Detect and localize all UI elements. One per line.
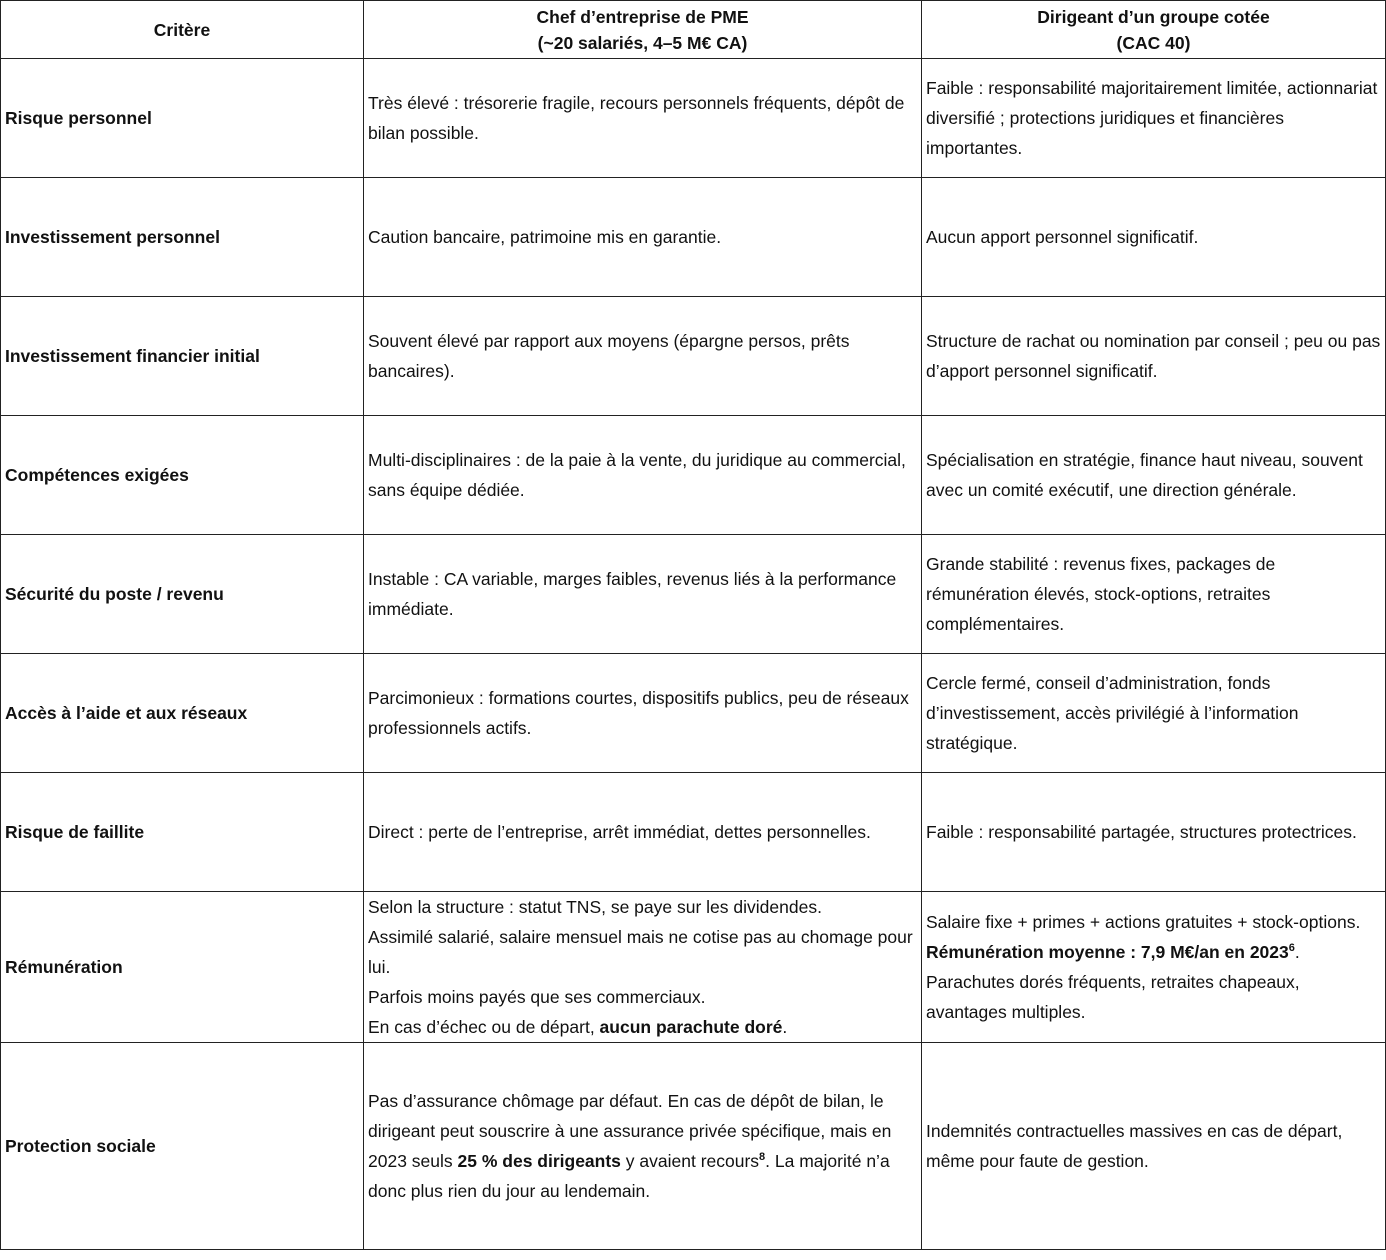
cac-cell: Grande stabilité : revenus fixes, packages de rémunération élevés, stock-options, retraites complémentaires. [922,535,1386,654]
header-pme-subtitle: (~20 salariés, 4–5 M€ CA) [537,32,748,53]
pme-paragraph [368,1012,917,1042]
text-run: Salaire fixe + primes + actions gratuites + stock-options. [926,912,1361,932]
criterion-cell: Sécurité du poste / revenu [1,535,364,654]
criterion-cell: Protection sociale [1,1043,364,1250]
cac-cell: Aucun apport personnel significatif. [922,178,1386,297]
header-criterion-label: Critère [153,19,211,40]
criterion-cell: Risque personnel [1,59,364,178]
cac-cell: Cercle fermé, conseil d’administration, fonds d’investissement, accès privilégié à l’information stratégique. [922,654,1386,773]
table-row-protection [1,1043,1386,1250]
criterion-cell: Rémunération [1,892,364,1043]
cac-cell: Faible : responsabilité majoritairement limitée, actionnariat diversifié ; protections juridiques et financières importantes. [922,59,1386,178]
pme-cell: Parcimonieux : formations courtes, dispositifs publics, peu de réseaux professionnels actifs. [364,654,922,773]
header-criterion [1,1,364,59]
cac-cell: Faible : responsabilité partagée, structures protectrices. [922,773,1386,892]
header-cac-title: Dirigeant d’un groupe cotée [1037,6,1270,27]
pme-cell [364,892,922,1043]
bold-text: 25 % des dirigeants [457,1151,621,1171]
pme-cell: Souvent élevé par rapport aux moyens (épargne persos, prêts bancaires). [364,297,922,416]
header-pme [364,1,922,59]
bold-text: Rémunération moyenne : 7,9 M€/an en 2023 [926,942,1289,962]
text-run: . La majorité n’a donc plus rien du jour au lendemain. [368,1151,890,1201]
pme-cell [364,1043,922,1250]
table-row [1,535,1386,654]
header-cac [922,1,1386,59]
bold-text: aucun parachute doré [599,1017,783,1037]
table-row [1,773,1386,892]
table-row [1,416,1386,535]
footnote-ref: 8 [759,1151,766,1164]
cac-cell: Spécialisation en stratégie, finance haut niveau, souvent avec un comité exécutif, une direction générale. [922,416,1386,535]
pme-paragraph: Parfois moins payés que ses commerciaux. [368,987,706,1007]
cac-cell: Structure de rachat ou nomination par conseil ; peu ou pas d’apport personnel significatif. [922,297,1386,416]
pme-cell: Caution bancaire, patrimoine mis en garantie. [364,178,922,297]
text-run: y avaient recours [620,1151,760,1171]
table-row [1,178,1386,297]
criterion-cell: Investissement personnel [1,178,364,297]
pme-paragraph: Selon la structure : statut TNS, se paye sur les dividendes. [368,897,822,917]
criterion-cell: Investissement financier initial [1,297,364,416]
header-row [1,1,1386,59]
text-run: Pas d’assurance chômage par défaut. En cas de dépôt de bilan, le dirigeant peut souscrire à une assurance privée spécifique, mais en 2023 seuls [368,1091,892,1171]
criterion-cell: Risque de faillite [1,773,364,892]
header-cac-subtitle: (CAC 40) [1116,32,1191,53]
pme-paragraph: Assimilé salarié, salaire mensuel mais ne cotise pas au chomage pour lui. [368,927,913,977]
pme-cell: Très élevé : trésorerie fragile, recours personnels fréquents, dépôt de bilan possible. [364,59,922,178]
cac-cell [922,892,1386,1043]
table-row [1,59,1386,178]
pme-cell: Direct : perte de l’entreprise, arrêt immédiat, dettes personnelles. [364,773,922,892]
table-row [1,297,1386,416]
criterion-cell: Accès à l’aide et aux réseaux [1,654,364,773]
footnote-ref: 6 [1288,942,1295,955]
text-run: En cas d’échec ou de départ, [368,1017,600,1037]
text-run: . Parachutes dorés fréquents, retraites chapeaux, avantages multiples. [926,942,1300,1022]
criterion-cell: Compétences exigées [1,416,364,535]
header-pme-title: Chef d’entreprise de PME [536,6,749,27]
table-row [1,654,1386,773]
text-run: . [782,1017,788,1037]
pme-cell: Instable : CA variable, marges faibles, revenus liés à la performance immédiate. [364,535,922,654]
cac-cell: Indemnités contractuelles massives en cas de départ, même pour faute de gestion. [922,1043,1386,1250]
table-row-remuneration [1,892,1386,1043]
pme-cell: Multi-disciplinaires : de la paie à la vente, du juridique au commercial, sans équipe dédiée. [364,416,922,535]
